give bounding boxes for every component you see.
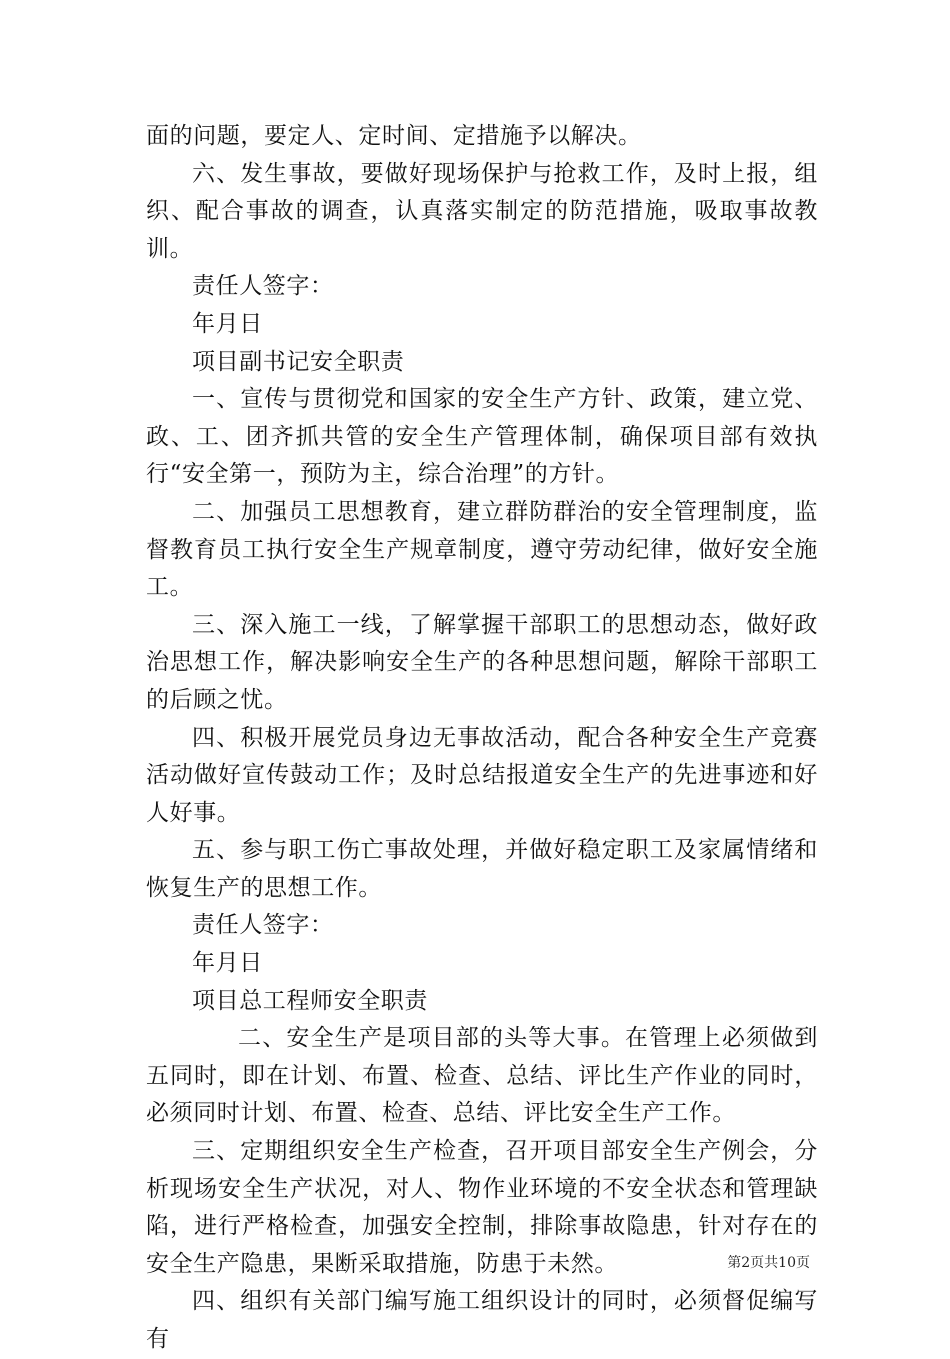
signature-line: 责任人签字： [192,273,334,300]
paragraph: 二、安全生产是项目部的头等大事。在管理上必须做到五同时，即在计划、布置、检查、总结、评比生产作业的同时，必须同时计划、布置、检查、总结、评比安全生产工作。 [146,1025,818,1127]
paragraph: 三、定期组织安全生产检查，召开项目部安全生产例会，分析现场安全生产状况，对人、物作业环境的不安全状态和管理缺陷，进行严格检查，加强安全控制，排除事故隐患，针对存在的安全生产隐患，果断采取措施，防患于未然。 [146,1138,818,1277]
document-body [146,118,818,1359]
paragraph: 二、加强员工思想教育，建立群防群治的安全管理制度，监督教育员工执行安全生产规章制度，遵守劳动纪律，做好安全施工。 [146,498,818,601]
date-line: 年月日 [192,950,263,977]
paragraph: 一、宣传与贯彻党和国家的安全生产方针、政策，建立党、政、工、团齐抓共管的安全生产管理体制，确保项目部有效执行“安全第一，预防为主，综合治理”的方针。 [146,386,818,488]
paragraph: 面的问题，要定人、定时间、定措施予以解决。 [146,123,642,149]
date-line: 年月日 [192,310,263,337]
paragraph: 四、积极开展党员身边无事故活动，配合各种安全生产竞赛活动做好宣传鼓动工作；及时总结报道安全生产的先进事迹和好人好事。 [146,724,818,826]
section-heading: 项目副书记安全职责 [192,348,405,375]
paragraph: 四、组织有关部门编写施工组织设计的同时，必须督促编写有 [146,1288,818,1352]
page-number-footer: 第2页共10页 [727,1255,810,1271]
section-heading: 项目总工程师安全职责 [192,987,428,1014]
paragraph: 六、发生事故，要做好现场保护与抢救工作，及时上报，组织、配合事故的调查，认真落实制定的防范措施，吸取事故教训。 [146,160,818,262]
paragraph: 五、参与职工伤亡事故处理，并做好稳定职工及家属情绪和恢复生产的思想工作。 [146,837,818,901]
signature-line: 责任人签字： [192,912,334,939]
paragraph: 三、深入施工一线，了解掌握干部职工的思想动态，做好政治思想工作，解决影响安全生产的各种思想问题，解除干部职工的后顾之忧。 [146,611,818,713]
